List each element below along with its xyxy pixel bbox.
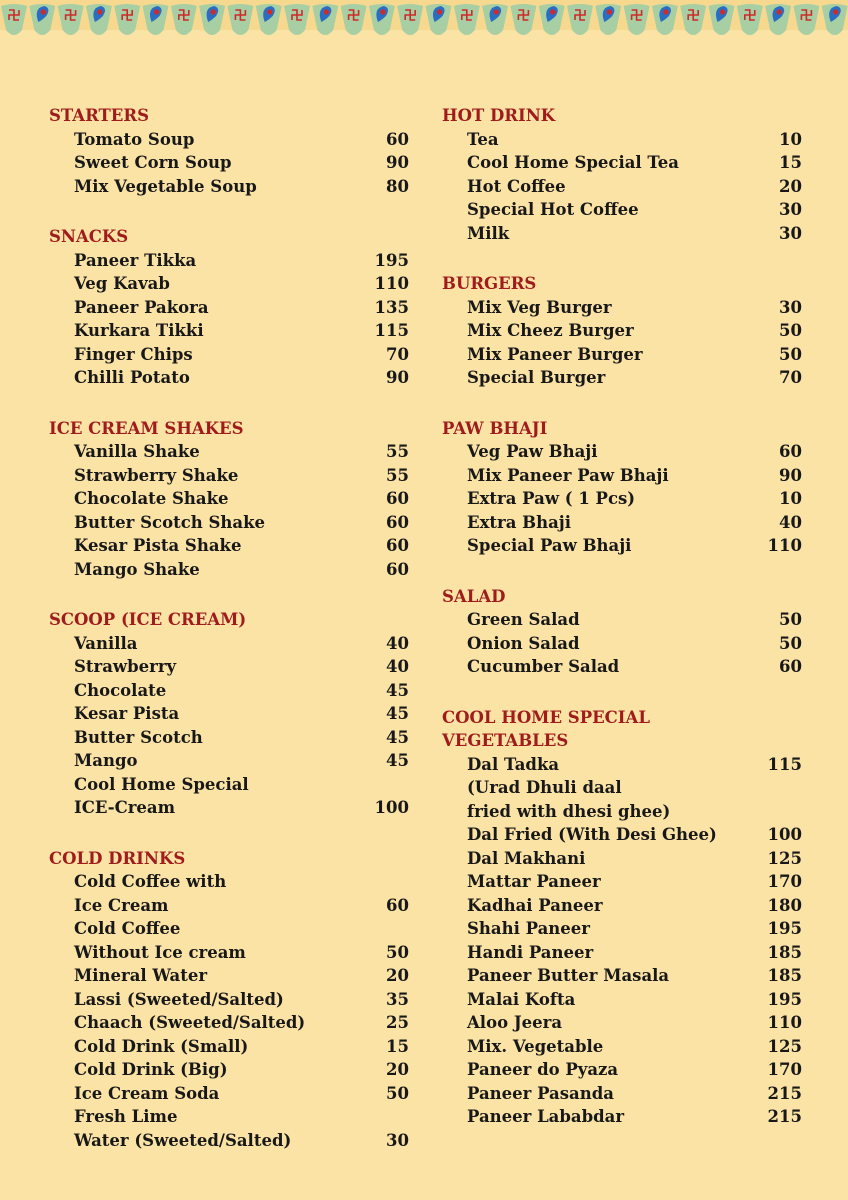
menu-item <box>442 296 802 320</box>
menu-item-price: 70 <box>386 344 409 364</box>
menu-item <box>49 679 409 703</box>
menu-item-name: Kesar Pista <box>74 704 180 723</box>
menu-item-name: Shahi Paneer <box>467 919 590 938</box>
menu-item <box>442 632 802 656</box>
menu-item-name: Paneer Lababdar <box>467 1107 625 1126</box>
menu-item <box>49 440 409 464</box>
menu-item-name: Vanilla Shake <box>74 442 200 461</box>
menu-item-price: 90 <box>779 465 802 485</box>
menu-item-name: Chaach (Sweeted/Salted) <box>74 1013 306 1032</box>
menu-item-price: 45 <box>386 704 409 723</box>
menu-item-name: Mix Cheez Burger <box>467 321 634 340</box>
menu-item-name: Special Burger <box>467 368 606 387</box>
menu-item <box>49 487 409 511</box>
menu-item <box>49 296 409 320</box>
menu-item-name: Veg Paw Bhaji <box>467 442 598 461</box>
menu-item-name: Milk <box>467 223 510 243</box>
menu-item-price: 170 <box>767 872 802 891</box>
menu-item-price: 135 <box>374 297 409 317</box>
menu-item-price: 80 <box>386 176 409 196</box>
menu-item-name: Paneer Tikka <box>74 250 197 270</box>
section-title: SNACKS <box>49 227 129 246</box>
menu-item <box>49 511 409 535</box>
menu-item-price: 55 <box>386 442 409 461</box>
menu-item-name: Extra Bhaji <box>467 512 572 532</box>
menu-item-name: Kadhai Paneer <box>467 895 603 915</box>
menu-item <box>49 343 409 367</box>
menu-item-name: Without Ice cream <box>74 942 246 962</box>
section-title: SALAD <box>442 586 506 606</box>
menu-item-price: 215 <box>767 1083 802 1103</box>
menu-item <box>49 1035 409 1059</box>
menu-item-name: Hot Coffee <box>467 176 566 196</box>
menu-item-name: fried with dhesi ghee) <box>467 801 671 821</box>
menu-item <box>442 847 802 871</box>
menu-item <box>442 343 802 367</box>
section-title: STARTERS <box>49 106 149 125</box>
menu-item-price: 40 <box>386 633 409 653</box>
menu-item <box>49 1105 409 1129</box>
menu-item-name: Chocolate Shake <box>74 489 229 508</box>
menu-item-price: 50 <box>779 321 802 340</box>
menu-item <box>49 464 409 488</box>
menu-item <box>49 773 409 797</box>
menu-item-price: 60 <box>386 512 409 532</box>
menu-item-price: 115 <box>374 321 409 340</box>
menu-item-price: 30 <box>779 200 802 219</box>
menu-item-price: 215 <box>767 1107 802 1126</box>
menu-item <box>442 464 802 488</box>
menu-item-name: Mineral Water <box>74 966 208 985</box>
menu-item-price: 40 <box>779 512 802 532</box>
menu-section-cold-drinks <box>49 847 409 1153</box>
menu-item-price: 50 <box>779 610 802 629</box>
section-title: HOT DRINK <box>442 106 556 125</box>
menu-item-name: Strawberry Shake <box>74 465 239 485</box>
menu-item-price: 110 <box>374 274 409 293</box>
menu-item-name: Special Hot Coffee <box>467 200 639 219</box>
menu-item-name: Tomato Soup <box>74 129 195 149</box>
menu-item-price: 30 <box>779 297 802 317</box>
menu-item-price: 100 <box>767 825 802 844</box>
menu-item-price: 15 <box>386 1036 409 1056</box>
menu-item <box>442 1082 802 1106</box>
menu-item-price: 10 <box>779 489 802 508</box>
menu-item-price: 125 <box>767 1036 802 1056</box>
menu-item <box>49 894 409 918</box>
menu-item <box>49 534 409 558</box>
menu-item-name: Kurkara Tikki <box>74 321 204 340</box>
menu-item-name: Cool Home Special <box>74 774 249 794</box>
section-title: BURGERS <box>442 274 537 293</box>
menu-item-name: Aloo Jeera <box>467 1013 563 1032</box>
menu-item <box>49 796 409 820</box>
menu-item-price: 180 <box>767 895 802 915</box>
menu-item <box>442 800 802 824</box>
menu-item-name: Paneer Pakora <box>74 297 209 317</box>
menu-item <box>442 319 802 343</box>
menu-section-cool-home-special <box>442 706 802 1129</box>
menu-item <box>442 655 802 679</box>
right-menu-column <box>442 104 802 1156</box>
menu-item <box>49 249 409 273</box>
menu-item <box>442 487 802 511</box>
menu-item-price: 195 <box>374 250 409 270</box>
menu-item-price: 125 <box>767 848 802 868</box>
menu-item-name: Dal Makhani <box>467 848 586 868</box>
menu-item <box>49 702 409 726</box>
menu-item-price: 110 <box>767 1013 802 1032</box>
menu-item-price: 185 <box>767 966 802 985</box>
menu-item <box>442 198 802 222</box>
menu-item <box>442 941 802 965</box>
menu-item <box>442 175 802 199</box>
menu-item <box>49 988 409 1012</box>
left-menu-column <box>49 104 409 1179</box>
menu-item-price: 40 <box>386 657 409 676</box>
menu-item-name: Chilli Potato <box>74 368 190 387</box>
menu-item <box>49 272 409 296</box>
menu-item <box>49 1129 409 1153</box>
menu-item-name: Extra Paw ( 1 Pcs) <box>467 489 636 508</box>
menu-item-name: Dal Tadka <box>467 754 560 774</box>
menu-item <box>442 753 802 777</box>
menu-item-name: Mix Paneer Paw Bhaji <box>467 465 669 485</box>
menu-item-price: 55 <box>386 465 409 485</box>
section-title: SCOOP (ICE CREAM) <box>49 610 247 629</box>
menu-item <box>49 870 409 894</box>
menu-item <box>442 1035 802 1059</box>
section-title-line2: VEGETABLES <box>442 731 569 750</box>
menu-item-price: 170 <box>767 1060 802 1079</box>
menu-item-price: 110 <box>767 536 802 555</box>
menu-item <box>49 1058 409 1082</box>
menu-item-name: Water (Sweeted/Salted) <box>74 1130 292 1150</box>
menu-item-price: 50 <box>779 633 802 653</box>
menu-item <box>442 1011 802 1035</box>
menu-item-price: 45 <box>386 751 409 770</box>
menu-item-price: 90 <box>386 368 409 387</box>
menu-item <box>49 1082 409 1106</box>
menu-item-price: 45 <box>386 680 409 700</box>
menu-item-name: Paneer do Pyaza <box>467 1060 619 1079</box>
menu-item-name: Onion Salad <box>467 633 580 653</box>
menu-item <box>442 870 802 894</box>
menu-section-ice-cream-shakes <box>49 417 409 582</box>
menu-item-name: Ice Cream Soda <box>74 1083 220 1103</box>
menu-item <box>49 941 409 965</box>
menu-item-price: 20 <box>386 966 409 985</box>
menu-section-snacks <box>49 225 409 390</box>
menu-item-price: 50 <box>779 344 802 364</box>
menu-item <box>49 558 409 582</box>
menu-item-name: Cool Home Special Tea <box>467 153 679 172</box>
menu-item <box>442 534 802 558</box>
menu-item-name: Malai Kofta <box>467 989 576 1009</box>
menu-item-price: 70 <box>779 368 802 387</box>
menu-item-price: 60 <box>779 442 802 461</box>
menu-item <box>49 917 409 941</box>
menu-item-price: 60 <box>386 895 409 915</box>
menu-item <box>49 366 409 390</box>
menu-item <box>442 823 802 847</box>
menu-section-hot-drink <box>442 104 802 245</box>
menu-item <box>442 1105 802 1129</box>
menu-item <box>49 632 409 656</box>
menu-item-price: 195 <box>767 919 802 938</box>
menu-item-name: Dal Fried (With Desi Ghee) <box>467 825 717 844</box>
menu-item <box>442 988 802 1012</box>
menu-item-name: Vanilla <box>74 633 138 653</box>
menu-item <box>442 440 802 464</box>
menu-item-name: Green Salad <box>467 610 580 629</box>
menu-item <box>442 128 802 152</box>
section-title: PAW BHAJI <box>442 418 548 438</box>
menu-item-name: Tea <box>467 129 499 149</box>
menu-item <box>49 655 409 679</box>
menu-item-name: Strawberry <box>74 657 177 676</box>
menu-item-name: (Urad Dhuli daal <box>467 778 622 797</box>
menu-item-price: 115 <box>767 754 802 774</box>
menu-item-price: 20 <box>779 176 802 196</box>
menu-item <box>49 128 409 152</box>
menu-item-price: 195 <box>767 989 802 1009</box>
menu-section-scoop-ice-cream <box>49 608 409 820</box>
menu-item-name: Special Paw Bhaji <box>467 536 632 555</box>
menu-item-name: Mix Paneer Burger <box>467 344 643 364</box>
menu-item <box>442 608 802 632</box>
menu-item <box>49 319 409 343</box>
menu-item-name: Paneer Pasanda <box>467 1083 614 1103</box>
menu-item-name: Veg Kavab <box>74 274 170 293</box>
menu-item-price: 30 <box>386 1130 409 1150</box>
menu-item-price: 60 <box>386 559 409 579</box>
menu-section-paw-bhaji <box>442 417 802 558</box>
menu-item-price: 90 <box>386 153 409 172</box>
menu-item-price: 60 <box>779 657 802 676</box>
menu-item-price: 25 <box>386 1013 409 1032</box>
menu-item-price: 60 <box>386 536 409 555</box>
menu-item-name: Lassi (Sweeted/Salted) <box>74 989 284 1009</box>
menu-item-name: Ice Cream <box>74 895 169 915</box>
menu-item <box>442 151 802 175</box>
menu-item-name: Fresh Lime <box>74 1107 178 1126</box>
menu-item-name: Handi Paneer <box>467 942 594 962</box>
menu-item-name: Cucumber Salad <box>467 657 620 676</box>
menu-item-name: Chocolate <box>74 680 167 700</box>
section-title: COLD DRINKS <box>49 848 186 868</box>
menu-item-name: Cold Drink (Small) <box>74 1036 249 1056</box>
menu-item <box>49 175 409 199</box>
section-title: ICE CREAM SHAKES <box>49 418 244 438</box>
menu-item-price: 60 <box>386 489 409 508</box>
menu-item-price: 50 <box>386 1083 409 1103</box>
menu-item-name: Kesar Pista Shake <box>74 536 242 555</box>
menu-item <box>442 511 802 535</box>
menu-item-price: 50 <box>386 942 409 962</box>
menu-item <box>49 749 409 773</box>
menu-item-price: 10 <box>779 129 802 149</box>
menu-item-name: Mix. Vegetable <box>467 1036 604 1056</box>
menu-item <box>442 366 802 390</box>
menu-item-name: ICE-Cream <box>74 798 176 817</box>
menu-section-starters <box>49 104 409 198</box>
menu-item-name: Mix Vegetable Soup <box>74 176 257 196</box>
decorative-border <box>0 0 848 44</box>
menu-item-price: 35 <box>386 989 409 1009</box>
menu-item <box>442 222 802 246</box>
menu-item <box>49 964 409 988</box>
menu-item-name: Mix Veg Burger <box>467 297 612 317</box>
menu-item <box>442 776 802 800</box>
menu-item-name: Butter Scotch Shake <box>74 512 266 532</box>
menu-item-price: 60 <box>386 129 409 149</box>
menu-item <box>49 1011 409 1035</box>
menu-item-price: 30 <box>779 223 802 243</box>
menu-item-name: Cold Coffee <box>74 919 181 938</box>
menu-item-price: 15 <box>779 153 802 172</box>
menu-item-name: Paneer Butter Masala <box>467 966 670 985</box>
section-title: COOL HOME SPECIAL <box>442 707 650 727</box>
menu-section-salad <box>442 585 802 679</box>
menu-item <box>442 917 802 941</box>
menu-item-name: Butter Scotch <box>74 727 203 747</box>
menu-section-burgers <box>442 272 802 390</box>
menu-item <box>49 151 409 175</box>
menu-item-name: Finger Chips <box>74 344 193 364</box>
menu-item-name: Sweet Corn Soup <box>74 153 232 172</box>
menu-item-price: 100 <box>374 798 409 817</box>
menu-item-name: Cold Drink (Big) <box>74 1060 228 1079</box>
menu-item-price: 20 <box>386 1060 409 1079</box>
menu-item <box>442 1058 802 1082</box>
menu-item-name: Mango <box>74 751 138 770</box>
menu-item <box>442 964 802 988</box>
menu-item-name: Mango Shake <box>74 559 200 579</box>
menu-item-price: 185 <box>767 942 802 962</box>
menu-item <box>442 894 802 918</box>
menu-item-name: Cold Coffee with <box>74 872 227 891</box>
menu-item <box>49 726 409 750</box>
menu-item-name: Mattar Paneer <box>467 872 601 891</box>
menu-item-price: 45 <box>386 727 409 747</box>
